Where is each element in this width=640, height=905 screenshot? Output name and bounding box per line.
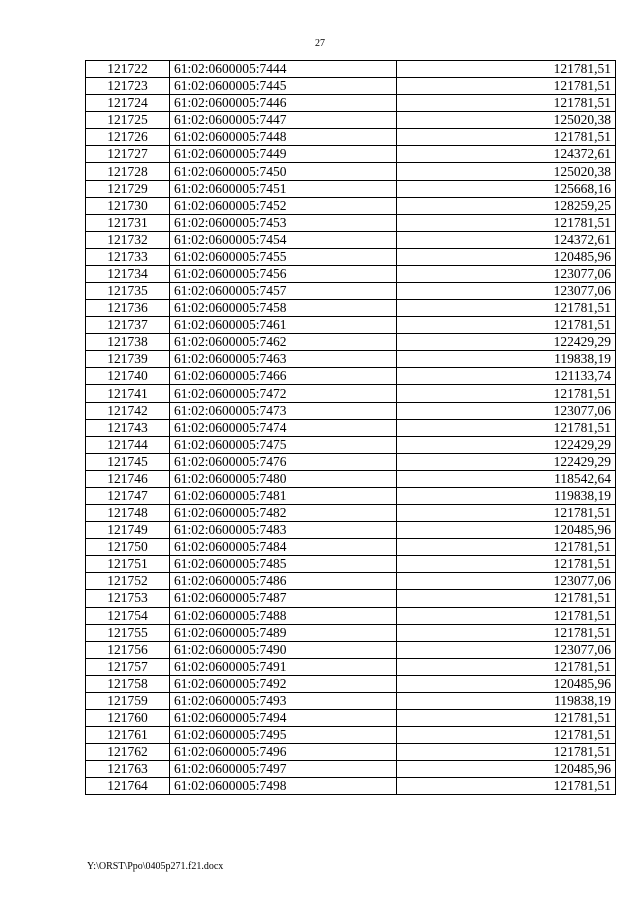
- table-row: [86, 163, 616, 180]
- row-number-cell: 121730: [86, 197, 170, 214]
- row-number-cell: 121727: [86, 146, 170, 163]
- cadastral-number-cell: 61:02:0600005:7463: [170, 351, 397, 368]
- row-number-cell: 121743: [86, 419, 170, 436]
- table-row: [86, 317, 616, 334]
- table-row: [86, 334, 616, 351]
- cadastral-number-cell: 61:02:0600005:7498: [170, 778, 397, 795]
- value-cell: 122429,29: [397, 436, 616, 453]
- cadastral-number-cell: 61:02:0600005:7475: [170, 436, 397, 453]
- value-cell: 125020,38: [397, 112, 616, 129]
- table-body: [86, 61, 616, 795]
- row-number-cell: 121737: [86, 317, 170, 334]
- row-number-cell: 121758: [86, 675, 170, 692]
- value-cell: 119838,19: [397, 487, 616, 504]
- row-number-cell: 121722: [86, 61, 170, 78]
- value-cell: 121781,51: [397, 419, 616, 436]
- cadastral-number-cell: 61:02:0600005:7451: [170, 180, 397, 197]
- row-number-cell: 121739: [86, 351, 170, 368]
- cadastral-number-cell: 61:02:0600005:7490: [170, 641, 397, 658]
- value-cell: 121781,51: [397, 590, 616, 607]
- table-row: [86, 522, 616, 539]
- row-number-cell: 121745: [86, 453, 170, 470]
- value-cell: 121781,51: [397, 214, 616, 231]
- value-cell: 122429,29: [397, 334, 616, 351]
- value-cell: 123077,06: [397, 283, 616, 300]
- value-cell: 125668,16: [397, 180, 616, 197]
- cadastral-number-cell: 61:02:0600005:7446: [170, 95, 397, 112]
- cadastral-number-cell: 61:02:0600005:7452: [170, 197, 397, 214]
- row-number-cell: 121723: [86, 78, 170, 95]
- row-number-cell: 121749: [86, 522, 170, 539]
- row-number-cell: 121733: [86, 248, 170, 265]
- table-row: [86, 675, 616, 692]
- table-row: [86, 368, 616, 385]
- cadastral-number-cell: 61:02:0600005:7449: [170, 146, 397, 163]
- page-number: 27: [315, 38, 325, 49]
- row-number-cell: 121759: [86, 692, 170, 709]
- row-number-cell: 121744: [86, 436, 170, 453]
- table-row: [86, 300, 616, 317]
- row-number-cell: 121732: [86, 231, 170, 248]
- value-cell: 124372,61: [397, 231, 616, 248]
- value-cell: 121781,51: [397, 556, 616, 573]
- cadastral-number-cell: 61:02:0600005:7472: [170, 385, 397, 402]
- table-row: [86, 470, 616, 487]
- cadastral-number-cell: 61:02:0600005:7491: [170, 658, 397, 675]
- row-number-cell: 121747: [86, 487, 170, 504]
- row-number-cell: 121736: [86, 300, 170, 317]
- value-cell: 121781,51: [397, 778, 616, 795]
- cadastral-number-cell: 61:02:0600005:7455: [170, 248, 397, 265]
- value-cell: 121781,51: [397, 129, 616, 146]
- row-number-cell: 121761: [86, 727, 170, 744]
- row-number-cell: 121748: [86, 505, 170, 522]
- value-cell: 123077,06: [397, 265, 616, 282]
- row-number-cell: 121762: [86, 744, 170, 761]
- value-cell: 121781,51: [397, 744, 616, 761]
- value-cell: 121781,51: [397, 300, 616, 317]
- table-row: [86, 709, 616, 726]
- cadastral-number-cell: 61:02:0600005:7461: [170, 317, 397, 334]
- table-row: [86, 146, 616, 163]
- table-row: [86, 78, 616, 95]
- table-row: [86, 761, 616, 778]
- table-row: [86, 61, 616, 78]
- cadastral-number-cell: 61:02:0600005:7457: [170, 283, 397, 300]
- table-row: [86, 727, 616, 744]
- cadastral-number-cell: 61:02:0600005:7494: [170, 709, 397, 726]
- row-number-cell: 121728: [86, 163, 170, 180]
- value-cell: 119838,19: [397, 351, 616, 368]
- value-cell: 119838,19: [397, 692, 616, 709]
- row-number-cell: 121726: [86, 129, 170, 146]
- table-row: [86, 556, 616, 573]
- cadastral-number-cell: 61:02:0600005:7484: [170, 539, 397, 556]
- cadastral-number-cell: 61:02:0600005:7447: [170, 112, 397, 129]
- table-row: [86, 658, 616, 675]
- value-cell: 121781,51: [397, 624, 616, 641]
- row-number-cell: 121754: [86, 607, 170, 624]
- row-number-cell: 121753: [86, 590, 170, 607]
- cadastral-number-cell: 61:02:0600005:7489: [170, 624, 397, 641]
- footer-file-path: Y:\ORST\Ppo\0405p271.f21.docx: [87, 861, 224, 872]
- table-row: [86, 129, 616, 146]
- table-row: [86, 453, 616, 470]
- row-number-cell: 121751: [86, 556, 170, 573]
- cadastral-number-cell: 61:02:0600005:7462: [170, 334, 397, 351]
- table-row: [86, 505, 616, 522]
- cadastral-number-cell: 61:02:0600005:7454: [170, 231, 397, 248]
- row-number-cell: 121741: [86, 385, 170, 402]
- row-number-cell: 121760: [86, 709, 170, 726]
- value-cell: 125020,38: [397, 163, 616, 180]
- row-number-cell: 121724: [86, 95, 170, 112]
- table-row: [86, 641, 616, 658]
- table-row: [86, 385, 616, 402]
- cadastral-number-cell: 61:02:0600005:7458: [170, 300, 397, 317]
- table-row: [86, 487, 616, 504]
- row-number-cell: 121734: [86, 265, 170, 282]
- cadastral-number-cell: 61:02:0600005:7456: [170, 265, 397, 282]
- cadastral-number-cell: 61:02:0600005:7444: [170, 61, 397, 78]
- table-row: [86, 248, 616, 265]
- table-row: [86, 539, 616, 556]
- table-row: [86, 95, 616, 112]
- row-number-cell: 121725: [86, 112, 170, 129]
- cadastral-number-cell: 61:02:0600005:7450: [170, 163, 397, 180]
- cadastral-number-cell: 61:02:0600005:7445: [170, 78, 397, 95]
- value-cell: 120485,96: [397, 675, 616, 692]
- value-cell: 120485,96: [397, 522, 616, 539]
- row-number-cell: 121755: [86, 624, 170, 641]
- table-row: [86, 573, 616, 590]
- value-cell: 121781,51: [397, 709, 616, 726]
- cadastral-number-cell: 61:02:0600005:7486: [170, 573, 397, 590]
- value-cell: 121781,51: [397, 385, 616, 402]
- value-cell: 128259,25: [397, 197, 616, 214]
- value-cell: 121781,51: [397, 78, 616, 95]
- table-row: [86, 624, 616, 641]
- row-number-cell: 121757: [86, 658, 170, 675]
- row-number-cell: 121738: [86, 334, 170, 351]
- value-cell: 122429,29: [397, 453, 616, 470]
- table-row: [86, 419, 616, 436]
- cadastral-number-cell: 61:02:0600005:7497: [170, 761, 397, 778]
- value-cell: 120485,96: [397, 761, 616, 778]
- row-number-cell: 121740: [86, 368, 170, 385]
- table-row: [86, 197, 616, 214]
- table-row: [86, 778, 616, 795]
- cadastral-number-cell: 61:02:0600005:7495: [170, 727, 397, 744]
- cadastral-number-cell: 61:02:0600005:7481: [170, 487, 397, 504]
- value-cell: 118542,64: [397, 470, 616, 487]
- table-row: [86, 402, 616, 419]
- table-row: [86, 436, 616, 453]
- row-number-cell: 121742: [86, 402, 170, 419]
- table-row: [86, 744, 616, 761]
- row-number-cell: 121763: [86, 761, 170, 778]
- table-row: [86, 231, 616, 248]
- row-number-cell: 121764: [86, 778, 170, 795]
- value-cell: 123077,06: [397, 573, 616, 590]
- cadastral-number-cell: 61:02:0600005:7476: [170, 453, 397, 470]
- table-row: [86, 180, 616, 197]
- value-cell: 121781,51: [397, 539, 616, 556]
- cadastral-number-cell: 61:02:0600005:7488: [170, 607, 397, 624]
- cadastral-number-cell: 61:02:0600005:7480: [170, 470, 397, 487]
- row-number-cell: 121746: [86, 470, 170, 487]
- cadastral-table: [85, 60, 616, 795]
- cadastral-number-cell: 61:02:0600005:7492: [170, 675, 397, 692]
- cadastral-number-cell: 61:02:0600005:7483: [170, 522, 397, 539]
- value-cell: 121781,51: [397, 317, 616, 334]
- row-number-cell: 121756: [86, 641, 170, 658]
- row-number-cell: 121729: [86, 180, 170, 197]
- table-row: [86, 112, 616, 129]
- value-cell: 120485,96: [397, 248, 616, 265]
- cadastral-number-cell: 61:02:0600005:7473: [170, 402, 397, 419]
- value-cell: 123077,06: [397, 402, 616, 419]
- cadastral-number-cell: 61:02:0600005:7474: [170, 419, 397, 436]
- row-number-cell: 121752: [86, 573, 170, 590]
- value-cell: 121781,51: [397, 61, 616, 78]
- value-cell: 121781,51: [397, 95, 616, 112]
- value-cell: 121781,51: [397, 607, 616, 624]
- value-cell: 121133,74: [397, 368, 616, 385]
- cadastral-number-cell: 61:02:0600005:7493: [170, 692, 397, 709]
- value-cell: 124372,61: [397, 146, 616, 163]
- cadastral-number-cell: 61:02:0600005:7487: [170, 590, 397, 607]
- cadastral-number-cell: 61:02:0600005:7453: [170, 214, 397, 231]
- cadastral-number-cell: 61:02:0600005:7448: [170, 129, 397, 146]
- value-cell: 121781,51: [397, 727, 616, 744]
- table-row: [86, 283, 616, 300]
- row-number-cell: 121750: [86, 539, 170, 556]
- value-cell: 121781,51: [397, 505, 616, 522]
- table-row: [86, 590, 616, 607]
- table-row: [86, 351, 616, 368]
- table-row: [86, 265, 616, 282]
- row-number-cell: 121731: [86, 214, 170, 231]
- table-row: [86, 607, 616, 624]
- cadastral-number-cell: 61:02:0600005:7485: [170, 556, 397, 573]
- cadastral-number-cell: 61:02:0600005:7466: [170, 368, 397, 385]
- cadastral-number-cell: 61:02:0600005:7496: [170, 744, 397, 761]
- value-cell: 123077,06: [397, 641, 616, 658]
- table-row: [86, 692, 616, 709]
- cadastral-number-cell: 61:02:0600005:7482: [170, 505, 397, 522]
- value-cell: 121781,51: [397, 658, 616, 675]
- table-row: [86, 214, 616, 231]
- row-number-cell: 121735: [86, 283, 170, 300]
